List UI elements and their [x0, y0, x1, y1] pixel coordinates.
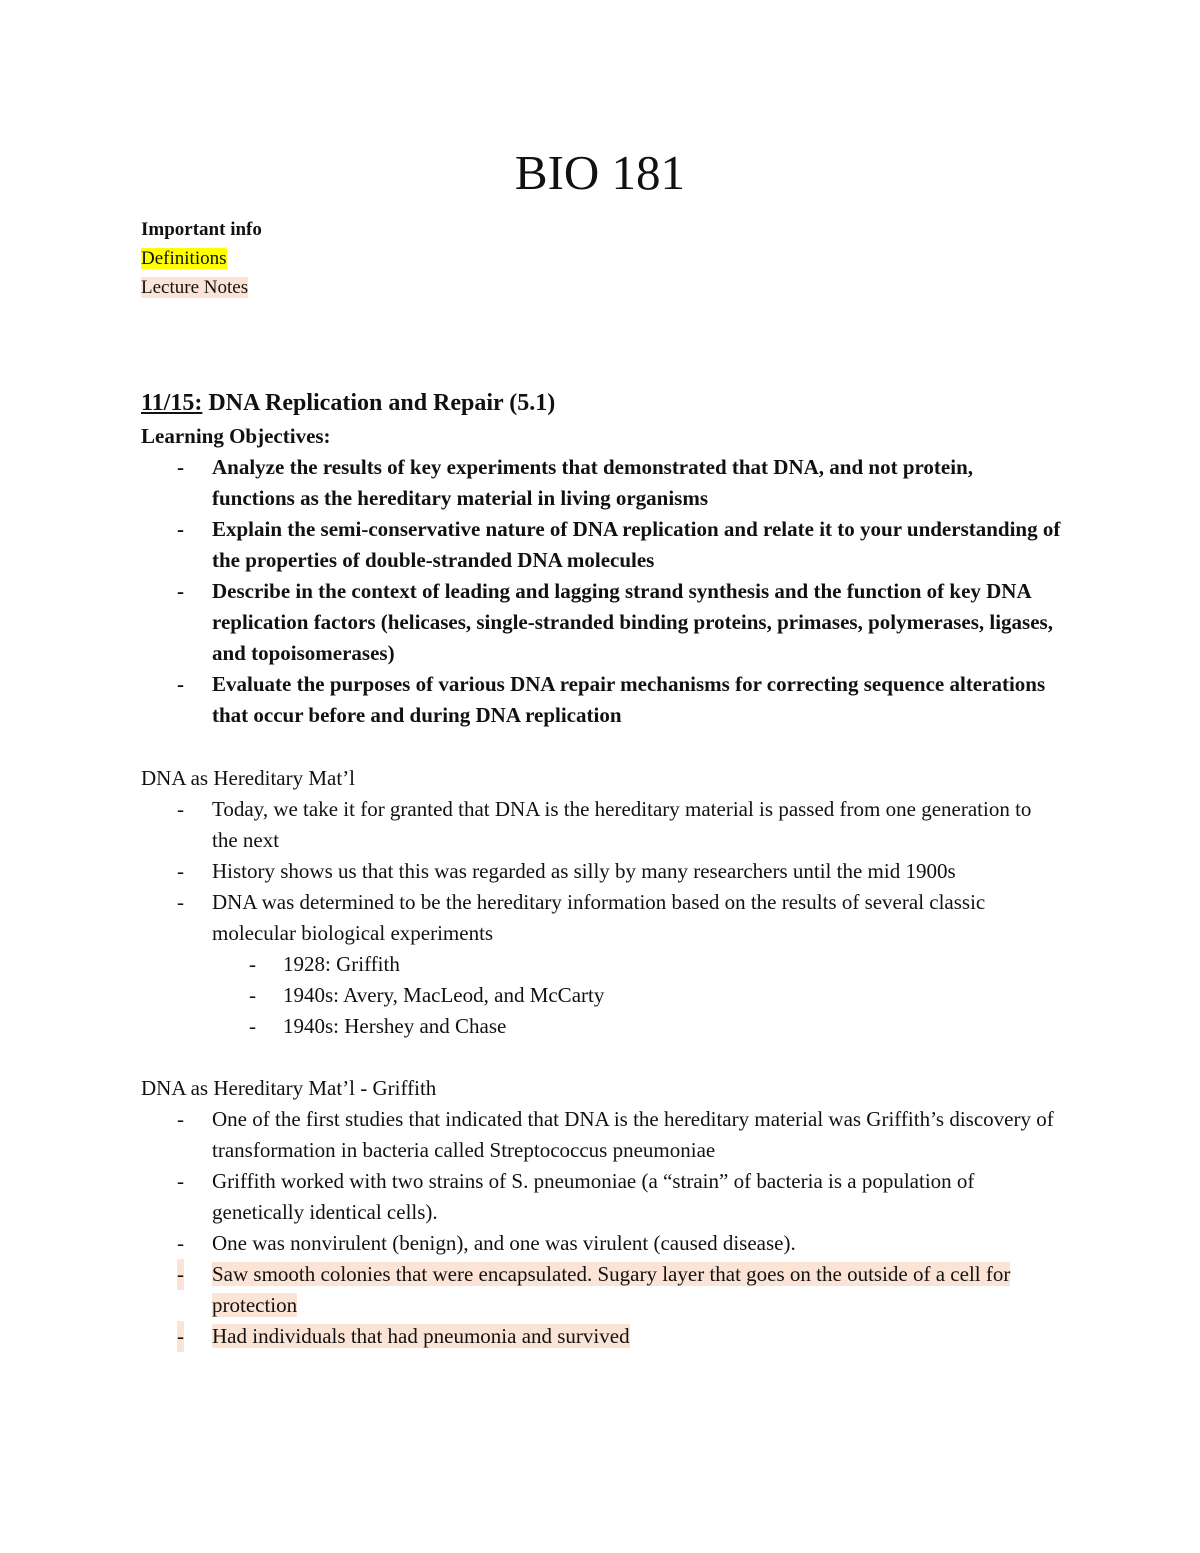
hereditary-heading: DNA as Hereditary Mat’l	[141, 766, 356, 790]
list-item: - History shows us that this was regarded as silly by many researchers until the mid 1900s	[141, 856, 1061, 887]
legend-lecture-notes-label: Lecture Notes	[141, 277, 249, 298]
lecture-note-text: Saw smooth colonies that were encapsulated. Sugary layer that goes on the outside of a cell for protection	[212, 1262, 1011, 1317]
list-item: - DNA was determined to be the hereditary information based on the results of several classic molecular biological experiments	[141, 887, 1061, 949]
list-item: - Explain the semi-conservative nature of DNA replication and relate it to your understanding of the properties of double-stranded DNA molecules	[141, 514, 1061, 576]
list-item: - One was nonvirulent (benign), and one was virulent (caused disease).	[141, 1228, 1061, 1259]
document-title: BIO 181	[514, 145, 686, 200]
legend-definitions	[141, 244, 262, 273]
list-item: - 1928: Griffith	[141, 949, 1061, 980]
list-item: - Evaluate the purposes of various DNA repair mechanisms for correcting sequence alterations that occur before and during DNA replication	[141, 669, 1061, 731]
lecture-note-text: Had individuals that had pneumonia and survived	[212, 1324, 630, 1348]
section-title: DNA Replication and Repair (5.1)	[202, 390, 556, 416]
color-legend	[141, 215, 262, 302]
objectives-list	[141, 452, 1061, 731]
hereditary-list	[141, 794, 1061, 949]
hereditary-section	[141, 763, 1061, 1042]
list-item: - One of the first studies that indicated that DNA is the hereditary material was Griffith’s discovery of transformation in bacteria called Streptococcus pneumoniae	[141, 1104, 1061, 1166]
section-heading	[141, 386, 555, 420]
experiments-sublist	[141, 949, 1061, 1042]
learning-objectives-heading: Learning Objectives:	[141, 424, 331, 448]
list-item: - Today, we take it for granted that DNA is the hereditary material is passed from one generation to the next	[141, 794, 1061, 856]
legend-lecture-notes	[141, 273, 262, 302]
griffith-list	[141, 1104, 1061, 1352]
section-date: 11/15:	[141, 390, 203, 416]
legend-important-info: Important info	[141, 219, 262, 240]
list-item: - 1940s: Hershey and Chase	[141, 1011, 1061, 1042]
list-item: - Griffith worked with two strains of S. pneumoniae (a “strain” of bacteria is a population of genetically identical cells).	[141, 1166, 1061, 1228]
list-item: - 1940s: Avery, MacLeod, and McCarty	[141, 980, 1061, 1011]
list-item: - Analyze the results of key experiments that demonstrated that DNA, and not protein, functions as the hereditary material in living organisms	[141, 452, 1061, 514]
list-item: - Describe in the context of leading and lagging strand synthesis and the function of key DNA replication factors (helicases, single-stranded binding proteins, primases, polymerases, ligases, and topoisomerases)	[141, 576, 1061, 669]
legend-definitions-label: Definitions	[141, 248, 227, 269]
griffith-heading: DNA as Hereditary Mat’l - Griffith	[141, 1076, 437, 1100]
learning-objectives	[141, 421, 1061, 731]
lecture-note-item	[141, 1321, 1061, 1352]
lecture-note-item	[141, 1259, 1061, 1321]
griffith-section	[141, 1073, 1061, 1352]
